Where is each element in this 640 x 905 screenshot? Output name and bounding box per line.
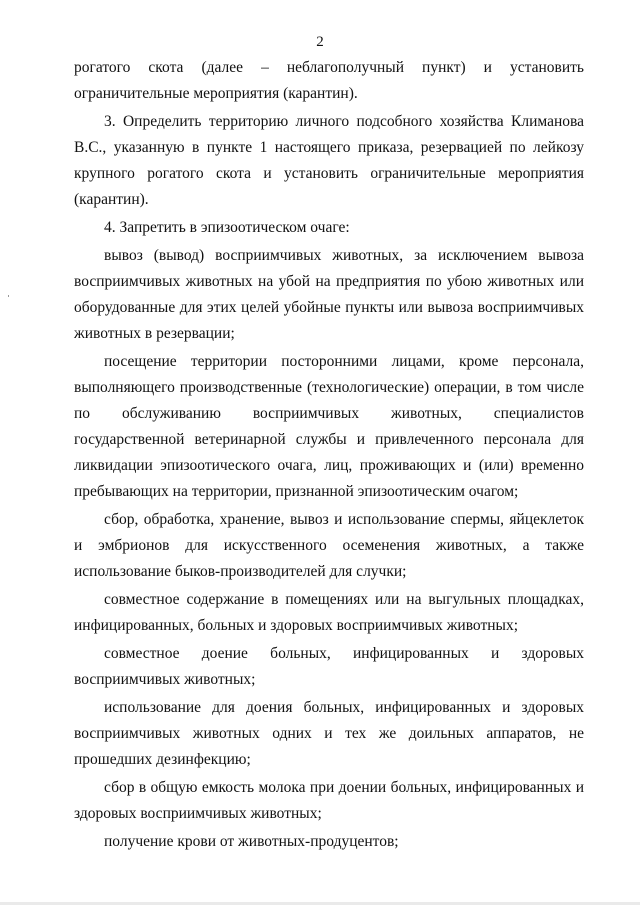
paragraph: 4. Запретить в эпизоотическом очаге: xyxy=(104,219,350,236)
paragraph: сбор в общую емкость молока при доении больных, инфицированных и здоровых восприимчивых животных; xyxy=(74,779,584,822)
paragraph: сбор, обработка, хранение, вывоз и использование спермы, яйцеклеток и эмбрионов для искусственного осеменения животных, а также использование быков-производителей для случки; xyxy=(74,511,584,580)
paragraph: совместное доение больных, инфицированных и здоровых восприимчивых животных; xyxy=(74,645,584,688)
paragraph: вывоз (вывод) восприимчивых животных, за исключением вывоза восприимчивых животных на убой на предприятия по убою животных или оборудованные для этих целей убойные пункты или вывоза восприимчивых животных в резервации; xyxy=(74,247,584,342)
paragraph: использование для доения больных, инфицированных и здоровых восприимчивых животных одних и тех же доильных аппаратов, не прошедших дезинфекцию; xyxy=(74,699,584,768)
page-number: 2 xyxy=(316,34,324,50)
paragraph: рогатого скота (далее – неблагополучный пункт) и установить ограничительные мероприятия (карантин). xyxy=(74,59,584,102)
paragraph: получение крови от животных-продуцентов; xyxy=(104,833,399,850)
paragraph: посещение территории посторонними лицами, кроме персонала, выполняющего производственные (технологические) операции, в том числе по обслуживанию восприимчивых животных, специалистов государственной ветеринарной службы и привлеченного персонала для ликвидации эпизоотического очага, лиц, проживающих и (или) временно пребывающих на территории, признанной эпизоотическим очагом; xyxy=(74,353,584,500)
scan-mark xyxy=(8,295,9,297)
paragraph: совместное содержание в помещениях или на выгульных площадках, инфицированных, больных и здоровых восприимчивых животных; xyxy=(74,591,584,634)
document-body xyxy=(74,55,584,857)
paragraph: 3. Определить территорию личного подсобного хозяйства Климанова В.С., указанную в пункте 1 настоящего приказа, резервацией по лейкозу крупного рогатого скота и установить ограничительные мероприятия (карантин). xyxy=(74,113,584,208)
